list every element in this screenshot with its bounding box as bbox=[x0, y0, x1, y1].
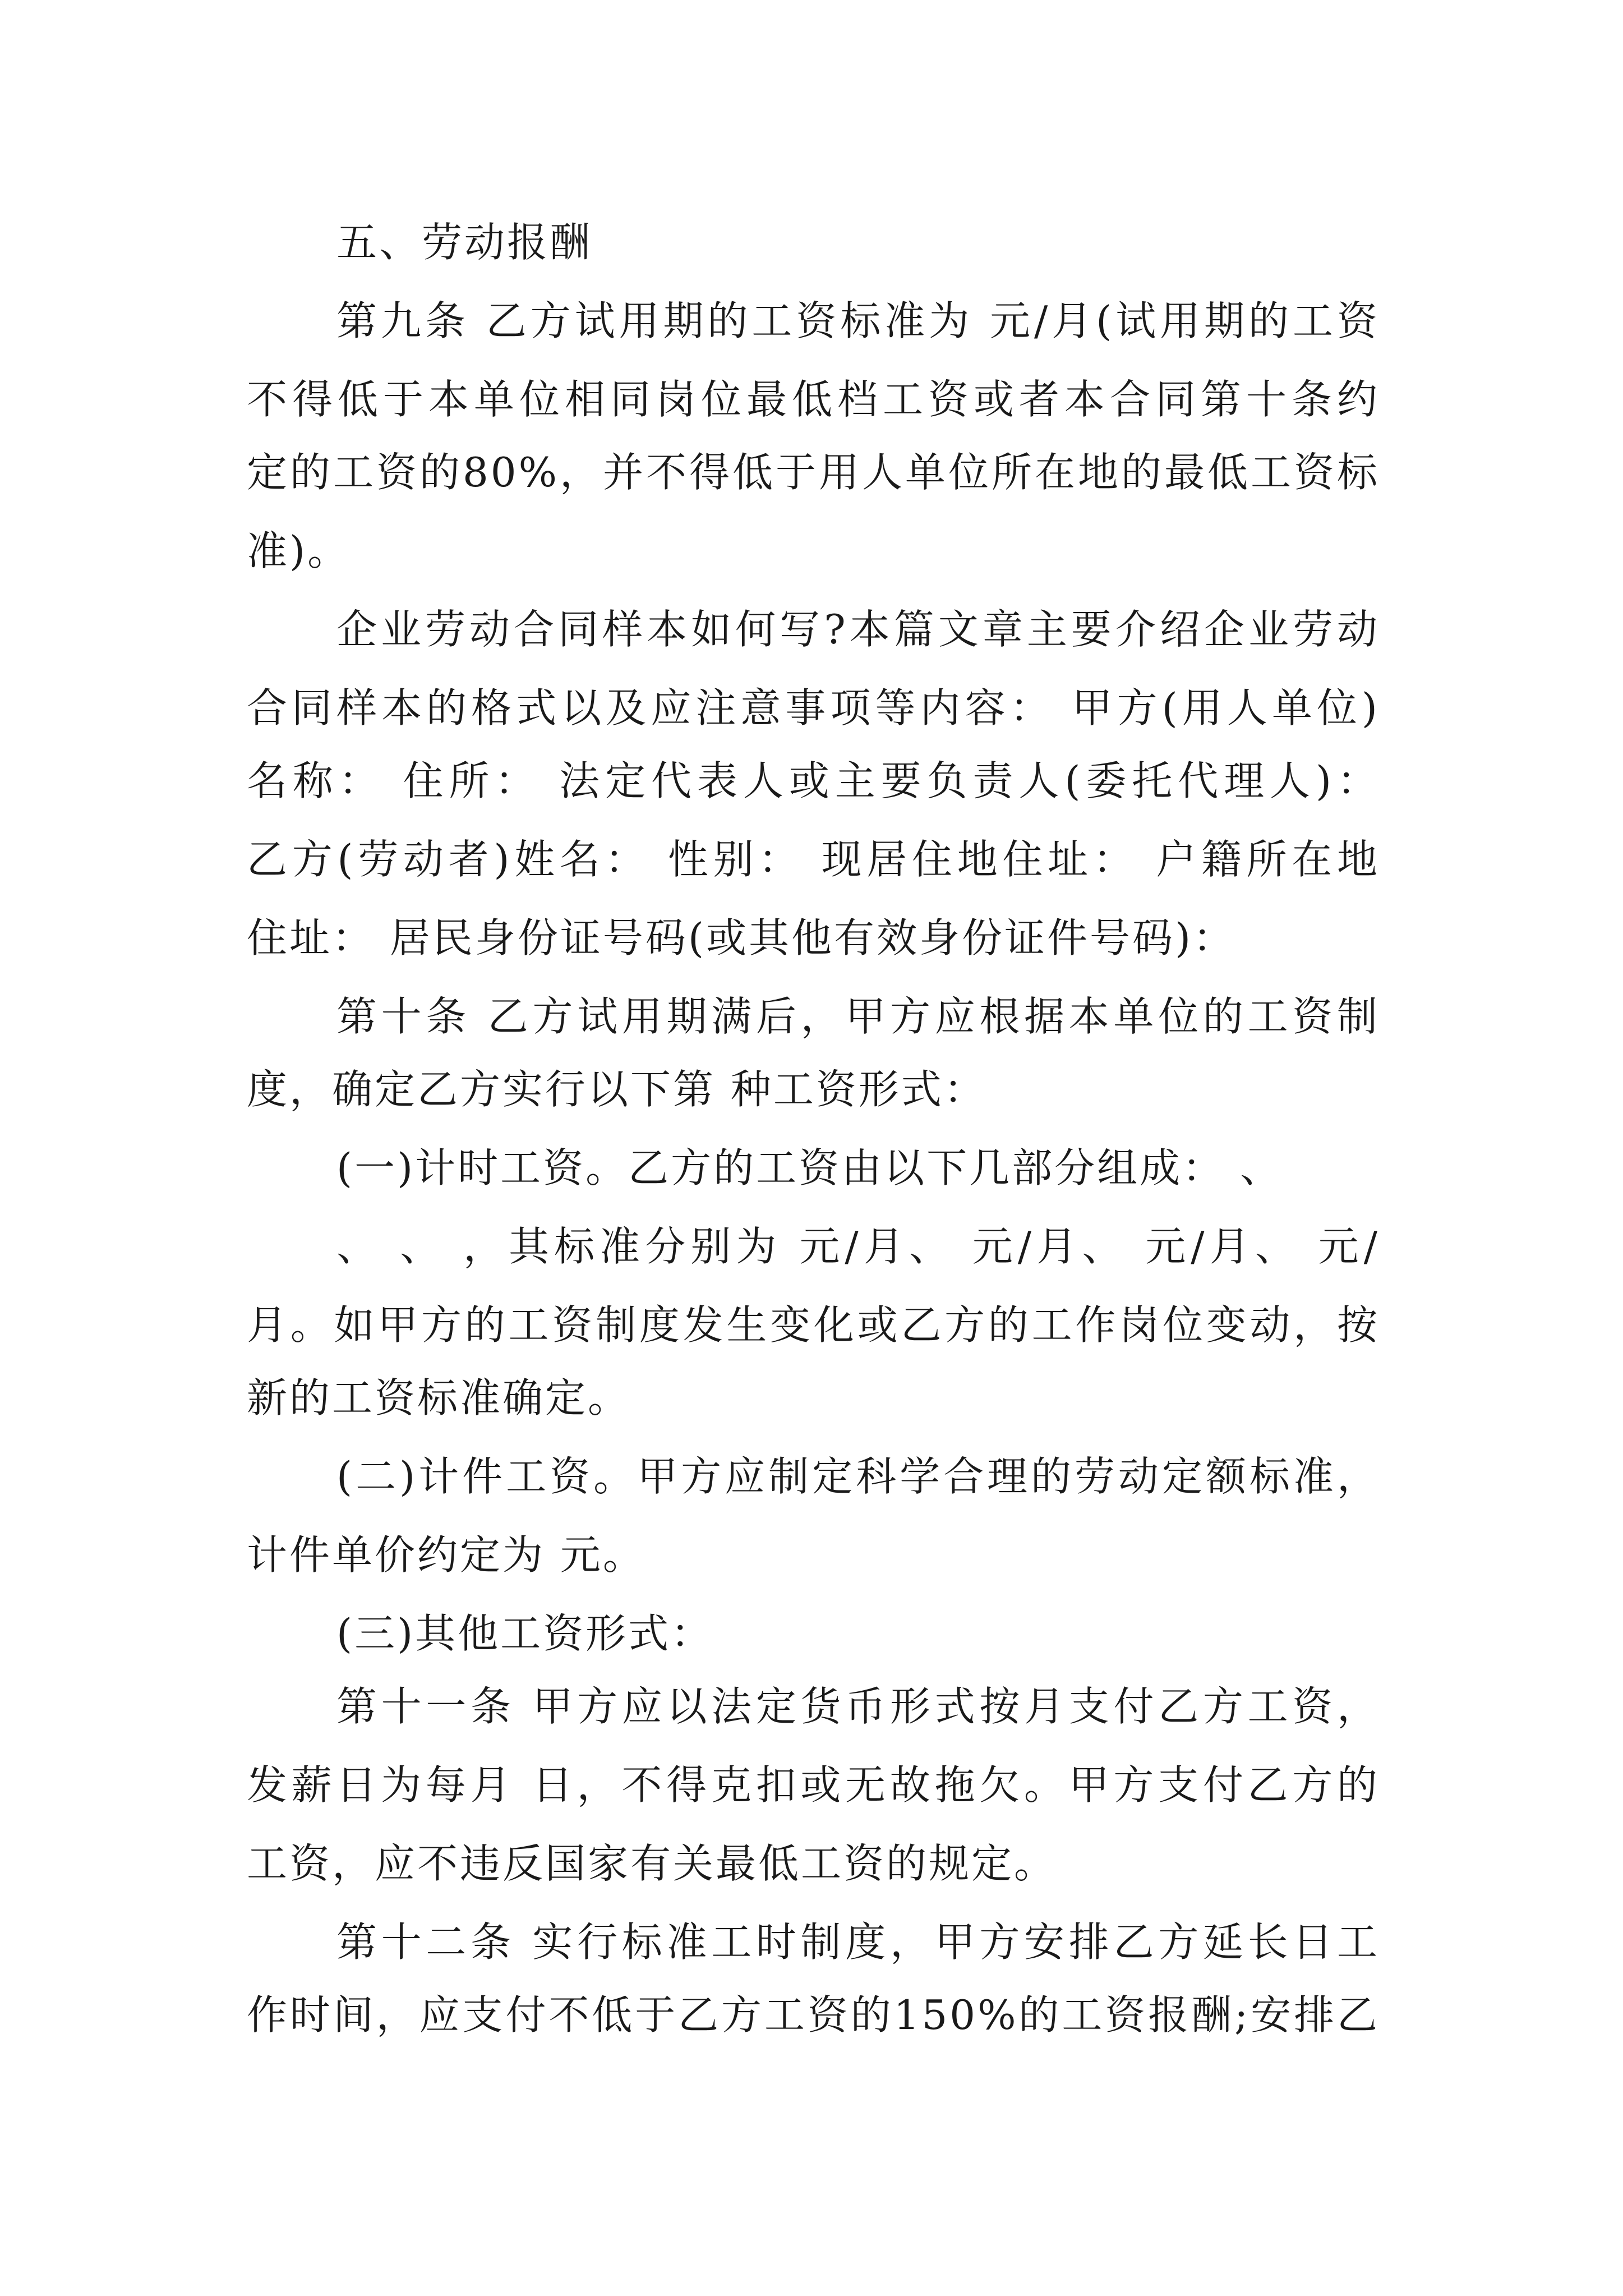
text-line: 第九条 乙方试用期的工资标准为 元/月(试用期的工资 bbox=[336, 297, 1380, 344]
section-heading: 五、劳动报酬 bbox=[336, 219, 593, 266]
text-line: (二)计件工资。甲方应制定科学合理的劳动定额标准， bbox=[336, 1453, 1380, 1500]
text-line: 发薪日为每月 日，不得克扣或无故拖欠。甲方支付乙方的 bbox=[247, 1761, 1380, 1809]
text-line: 作时间，应支付不低于乙方工资的150%的工资报酬;安排乙 bbox=[247, 1991, 1380, 2039]
text-line: 第十二条 实行标准工时制度，甲方安排乙方延长日工 bbox=[336, 1918, 1380, 1966]
text-line: 工资，应不违反国家有关最低工资的规定。 bbox=[247, 1840, 1057, 1887]
text-line: 新的工资标准确定。 bbox=[247, 1374, 631, 1421]
text-line: 合同样本的格式以及应注意事项等内容： 甲方(用人单位) bbox=[247, 684, 1380, 731]
text-line: 第十一条 甲方应以法定货币形式按月支付乙方工资， bbox=[336, 1683, 1380, 1730]
text-line: 企业劳动合同样本如何写?本篇文章主要介绍企业劳动 bbox=[336, 606, 1380, 653]
text-line: 乙方(劳动者)姓名： 性别： 现居住地住址： 户籍所在地 bbox=[247, 836, 1380, 883]
text-line: 住址： 居民身份证号码(或其他有效身份证件号码)： bbox=[247, 914, 1236, 961]
text-line: 准)。 bbox=[247, 527, 351, 574]
text-line: (三)其他工资形式： bbox=[336, 1610, 714, 1657]
text-line: 、 、 ，其标准分别为 元/月、 元/月、 元/月、 元/ bbox=[336, 1223, 1380, 1270]
text-line: 度，确定乙方实行以下第 种工资形式： bbox=[247, 1066, 986, 1113]
text-line: 定的工资的80%，并不得低于用人单位所在地的最低工资标 bbox=[247, 449, 1380, 496]
text-line: 计件单价约定为 元。 bbox=[247, 1531, 645, 1579]
text-line: 月。如甲方的工资制度发生变化或乙方的工作岗位变动，按 bbox=[247, 1301, 1380, 1349]
text-line: 不得低于本单位相同岗位最低档工资或者本合同第十条约 bbox=[247, 376, 1380, 423]
text-line: (一)计时工资。乙方的工资由以下几部分组成： 、 bbox=[336, 1144, 1283, 1191]
text-line: 第十条 乙方试用期满后，甲方应根据本单位的工资制 bbox=[336, 993, 1380, 1040]
text-line: 名称： 住所： 法定代表人或主要负责人(委托代理人)： bbox=[247, 757, 1380, 804]
